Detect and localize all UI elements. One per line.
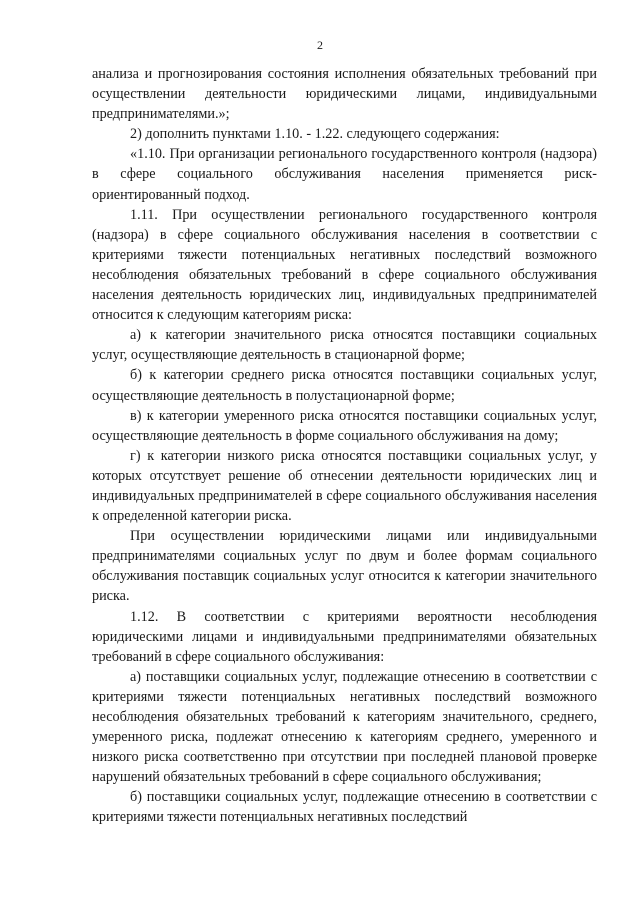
- page-number: 2: [317, 38, 323, 52]
- paragraph: «1.10. При организации регионального государственного контроля (надзора) в сфере социального обслуживания населения применяется риск-ориентированный подход.: [92, 146, 597, 203]
- paragraph: 1.11. При осуществлении регионального государственного контроля (надзора) в сфере социального обслуживания населения в соответствии с критериями тяжести потенциальных негативных последствий возможного несоблюдения обязательных требований в сфере социального обслуживания населения деятельность юридических лиц, индивидуальных предпринимателей относится к следующим категориям риска:: [92, 206, 597, 324]
- paragraph: При осуществлении юридическими лицами или индивидуальными предпринимателями социальных услуг по двум и более формам социального обслуживания поставщик социальных услуг относится к категории значительного риска.: [92, 528, 597, 605]
- paragraph: в) к категории умеренного риска относятся поставщики социальных услуг, осуществляющие деятельность в форме социального обслуживания на дому;: [92, 407, 597, 444]
- paragraph: б) к категории среднего риска относятся поставщики социальных услуг, осуществляющие деятельность в полустационарной форме;: [92, 367, 597, 404]
- paragraph: анализа и прогнозирования состояния исполнения обязательных требований при осуществлении деятельности юридическими лицами, индивидуальными предпринимателями.»;: [92, 66, 597, 123]
- document-body: [92, 64, 597, 828]
- paragraph: б) поставщики социальных услуг, подлежащие отнесению в соответствии с критериями тяжести потенциальных негативных последствий: [92, 789, 597, 826]
- paragraph: а) поставщики социальных услуг, подлежащие отнесению в соответствии с критериями тяжести потенциальных негативных последствий возможного несоблюдения обязательных требований к категориям значительного, среднего, умеренного риска, подлежат отнесению к категориям среднего, умеренного и низкого риска соответственно при отсутствии при последней плановой проверке нарушений обязательных требований в сфере социального обслуживания;: [92, 668, 597, 786]
- paragraph: 1.12. В соответствии с критериями вероятности несоблюдения юридическими лицами и индивидуальными предпринимателями обязательных требований в сфере социального обслуживания:: [92, 608, 597, 665]
- paragraph: а) к категории значительного риска относятся поставщики социальных услуг, осуществляющие деятельность в стационарной форме;: [92, 327, 597, 364]
- paragraph: г) к категории низкого риска относятся поставщики социальных услуг, у которых отсутствует решение об отнесении деятельности юридических лиц и индивидуальных предпринимателей в сфере социального обслуживания населения к определенной категории риска.: [92, 447, 597, 525]
- paragraph: 2) дополнить пунктами 1.10. - 1.22. следующего содержания:: [130, 126, 500, 143]
